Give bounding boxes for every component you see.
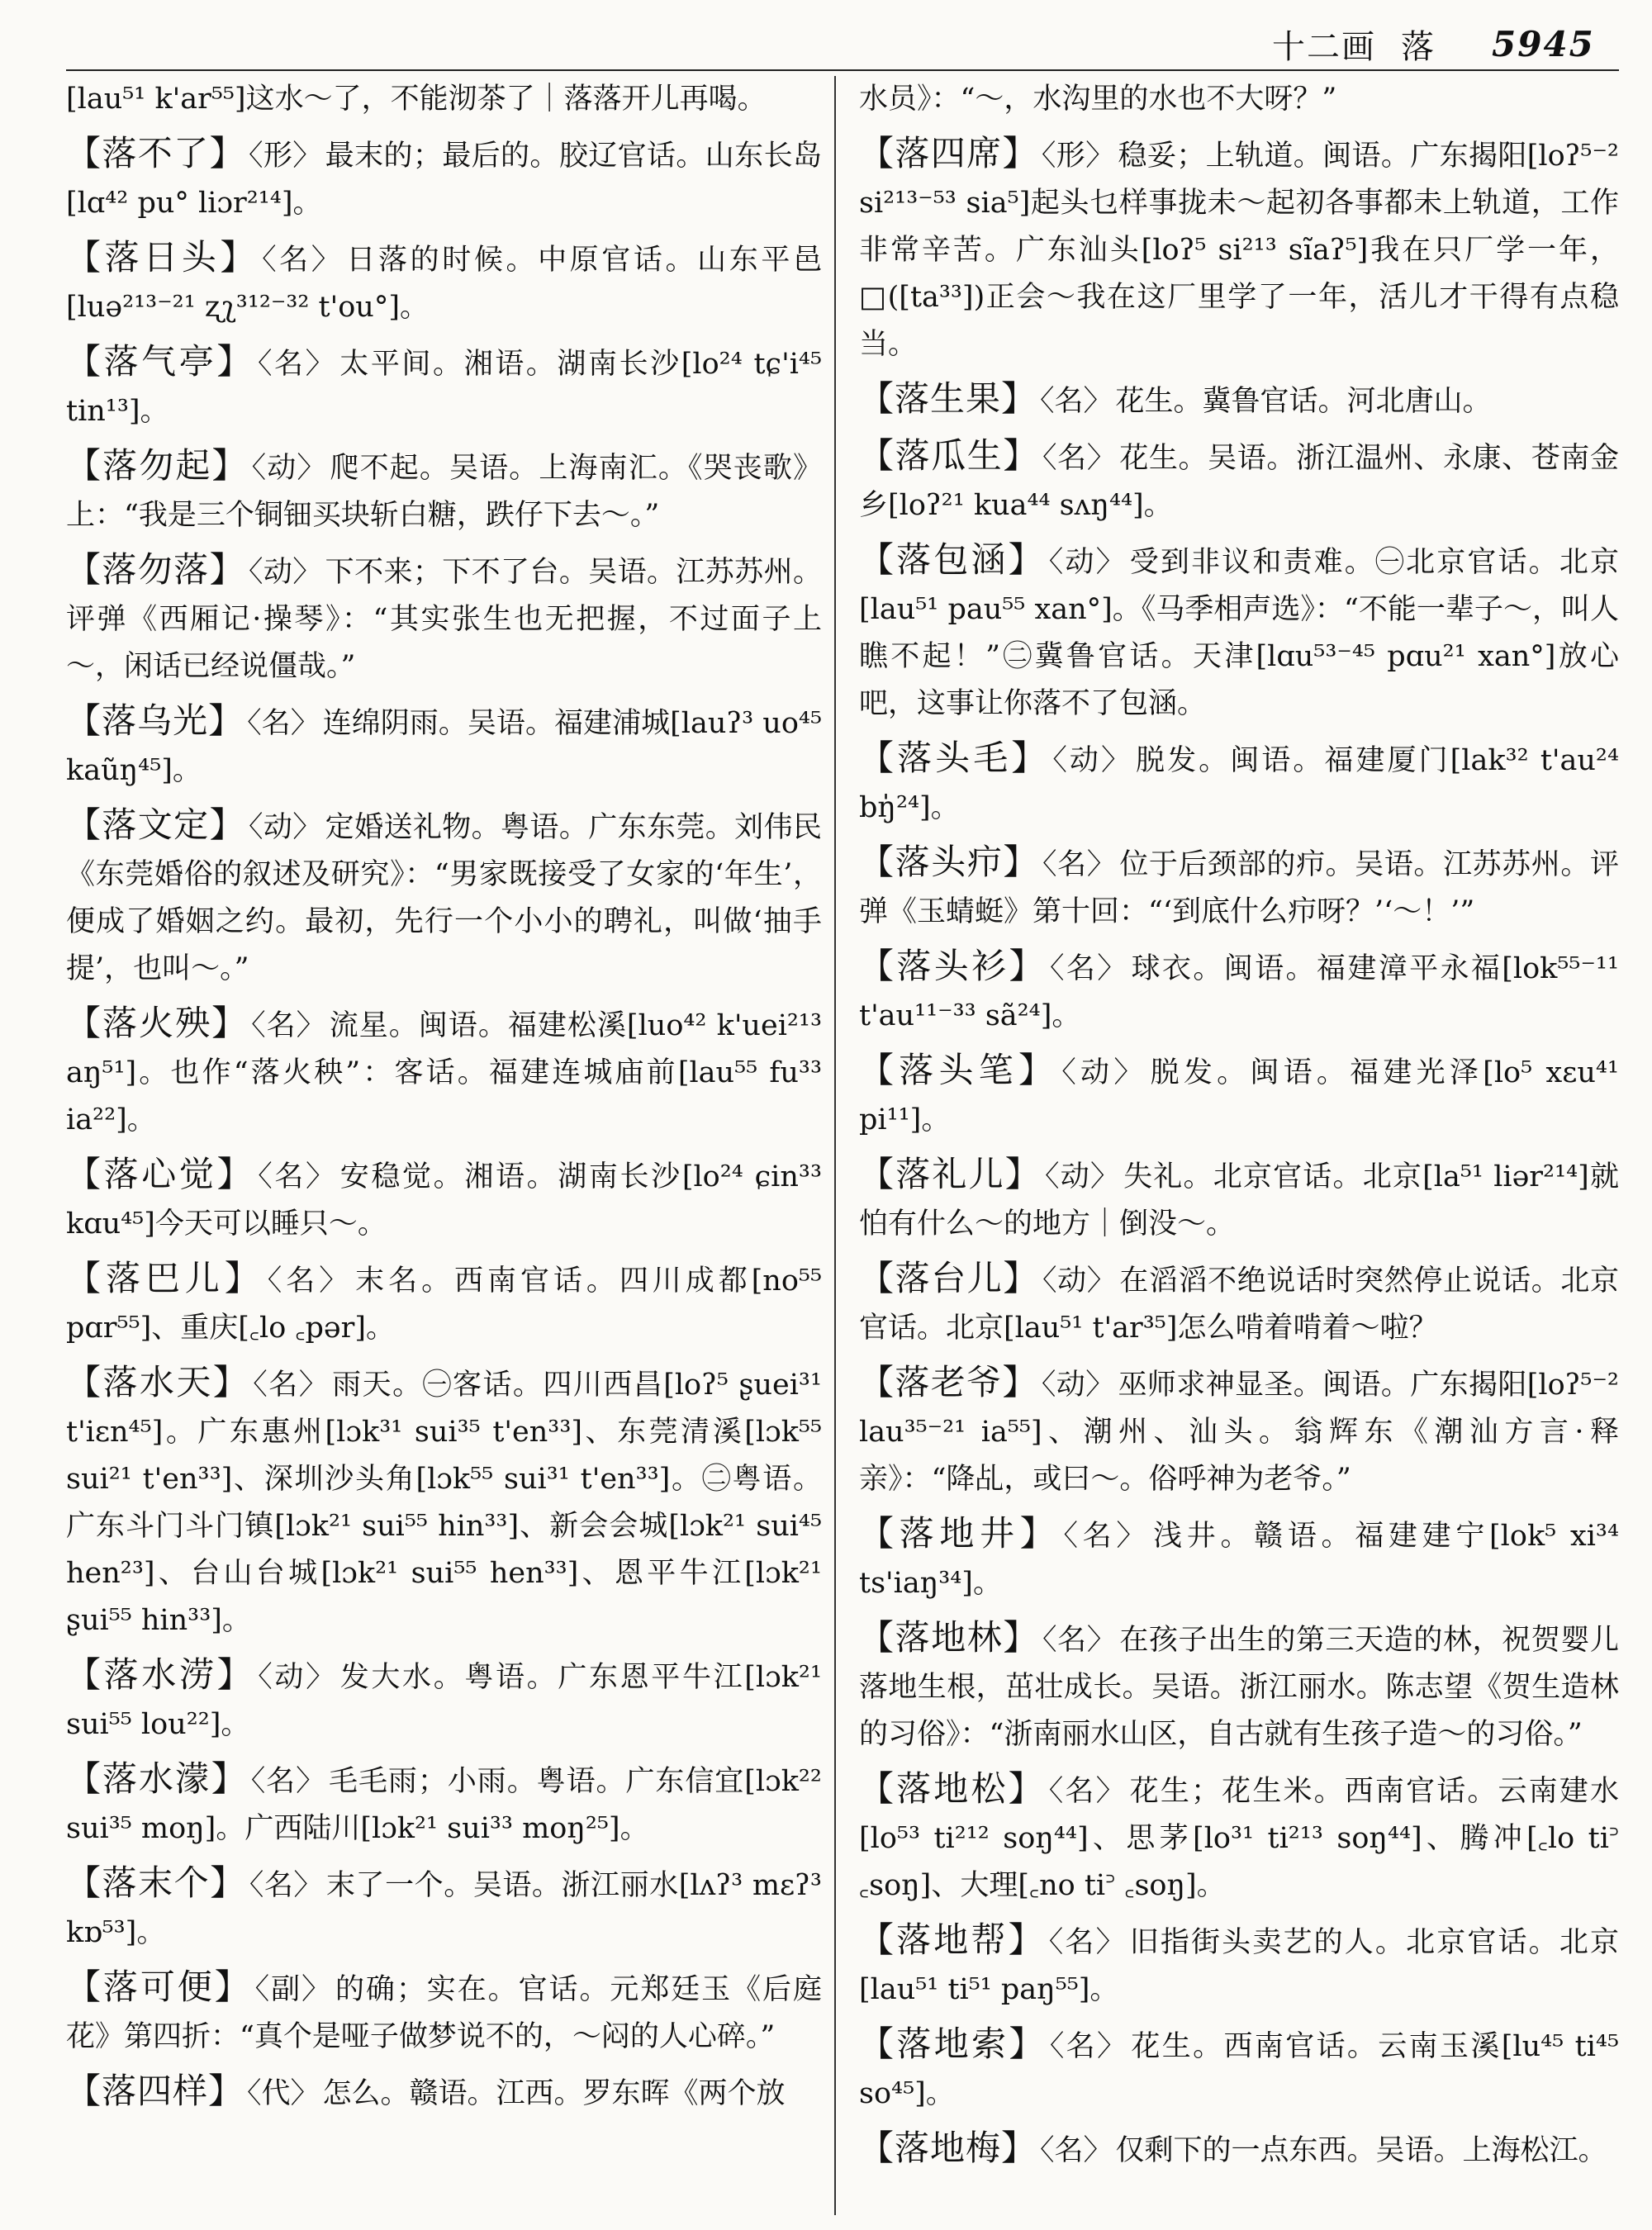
definition-text: 受到非议和责难。㊀北京官话。北京[lau⁵¹ pau⁵⁵ xan°]。《马季相声选》：“不能一辈子～，叫人瞧不起！”㊁冀鲁官话。天津[lɑu⁵³⁻⁴⁵ pɑu²¹ xan°]放心吧，这事让你落不了包涵。 <box>859 546 1619 720</box>
definition-text: 怎么。赣语。江西。罗东晖《两个放 <box>322 2077 786 2110</box>
definition-text: 仅剩下的一点东西。吴语。上海松江。 <box>1115 2134 1607 2167</box>
part-of-speech: 〈动〉 <box>1045 1160 1121 1193</box>
headword: 【落可便】 <box>66 1967 252 2007</box>
headword: 【落瓜生】 <box>859 435 1040 476</box>
dictionary-entry <box>66 338 822 435</box>
definition-text: 安稳觉。湘语。湖南长沙[lo²⁴ ɕin³³ kɑu⁴⁵]今天可以睡只～。 <box>66 1160 822 1241</box>
page-number: 5945 <box>1492 23 1595 64</box>
dictionary-entry <box>859 2124 1619 2175</box>
definition-text: 失礼。北京官话。北京[la⁵¹ liər²¹⁴]就怕有什么～的地方｜倒没～。 <box>859 1160 1619 1241</box>
headword: 【落地梅】 <box>859 2128 1037 2168</box>
part-of-speech: 〈名〉 <box>1042 442 1117 475</box>
part-of-speech: 〈动〉 <box>258 1661 337 1694</box>
headword: 【落日头】 <box>66 237 259 278</box>
headword: 【落水涝】 <box>66 1654 255 1695</box>
part-of-speech: 〈动〉 <box>248 556 322 589</box>
headword: 【落地井】 <box>859 1513 1061 1554</box>
headword: 【落火殃】 <box>66 1003 249 1043</box>
headword: 【落水天】 <box>66 1362 250 1402</box>
definition-text: 发大水。粤语。广东恩平牛江[lɔk²¹ sui⁵⁵ lou²²]。 <box>66 1661 822 1741</box>
dictionary-entry <box>859 1359 1619 1503</box>
dictionary-entry <box>66 697 822 795</box>
definition-text: 的确；实在。官话。元郑廷玉《后庭花》第四折：“真个是哑子做梦说不的，～闷的人心碎。” <box>66 1973 822 2053</box>
headword: 【落头笔】 <box>859 1050 1059 1090</box>
part-of-speech: 〈名〉 <box>1063 1520 1151 1553</box>
entry-continuation <box>859 76 1619 123</box>
part-of-speech: 〈名〉 <box>1042 848 1117 881</box>
dictionary-entry <box>66 1151 822 1248</box>
part-of-speech: 〈动〉 <box>1041 1369 1115 1402</box>
dictionary-entry <box>859 432 1619 529</box>
headword: 【落台儿】 <box>859 1258 1040 1298</box>
definition-text: 脱发。闽语。福建光泽[lo⁵ xɛu⁴¹ pi¹¹]。 <box>859 1056 1619 1136</box>
headword: 【落地索】 <box>859 2024 1047 2064</box>
part-of-speech: 〈名〉 <box>1048 1775 1127 1808</box>
dictionary-entry <box>859 130 1619 368</box>
left-column <box>66 76 822 2124</box>
dictionary-entry <box>66 801 822 993</box>
definition-text: 巫师求神显圣。闽语。广东揭阳[loʔ⁵⁻² lau³⁵⁻²¹ ia⁵⁵]、潮州、汕头。翁辉东《潮汕方言·释亲》：“降乩，或曰～。俗呼神为老爷。” <box>859 1369 1619 1496</box>
dictionary-entry <box>66 1859 822 1957</box>
definition-text: 太平间。湘语。湖南长沙[lo²⁴ tɕ'i⁴⁵ tin¹³]。 <box>66 348 822 428</box>
part-of-speech: 〈名〉 <box>250 1765 326 1798</box>
headword: 【落乌光】 <box>66 700 244 741</box>
dictionary-entry <box>66 999 822 1144</box>
dictionary-entry <box>859 536 1619 728</box>
definition-text: 旧指街头卖艺的人。北京官话。北京[lau⁵¹ ti⁵¹ paŋ⁵⁵]。 <box>859 1926 1619 2006</box>
headword: 【落四样】 <box>66 2071 244 2111</box>
dictionary-entry <box>66 2067 822 2118</box>
part-of-speech: 〈形〉 <box>248 140 322 173</box>
part-of-speech: 〈名〉 <box>1049 952 1128 985</box>
part-of-speech: 〈名〉 <box>251 1009 326 1042</box>
definition-text: 在滔滔不绝说话时突然停止说话。北京官话。北京[lau⁵¹ t'ar³⁵]怎么啃着啃着～啦？ <box>859 1264 1619 1345</box>
definition-text: 末了一个。吴语。浙江丽水[lʌʔ³ mɛʔ³ kɒ⁵³]。 <box>66 1869 822 1949</box>
headword: 【落头毛】 <box>859 738 1050 778</box>
dictionary-entry <box>66 442 822 539</box>
headword: 【落勿落】 <box>66 549 245 590</box>
dictionary-entry <box>66 234 822 331</box>
headword: 【落不了】 <box>66 133 245 173</box>
dictionary-entry <box>859 1151 1619 1248</box>
headword: 【落头疖】 <box>859 842 1040 882</box>
dictionary-entry <box>859 375 1619 425</box>
dictionary-entry <box>859 1046 1619 1144</box>
headword: 【落气亭】 <box>66 341 254 382</box>
headword: 【落头衫】 <box>859 946 1047 986</box>
definition-text: 花生。吴语。浙江温州、永康、苍南金乡[loʔ²¹ kua⁴⁴ sʌŋ⁴⁴]。 <box>859 442 1619 522</box>
part-of-speech: 〈动〉 <box>1048 546 1127 579</box>
dictionary-entry <box>66 1255 822 1352</box>
definition-text: 花生；花生米。西南官话。云南建水[lo⁵³ ti²¹² soŋ⁴⁴]、思茅[lo³¹ ti²¹³ soŋ⁴⁴]、腾冲[꜀lo ti꜄ ꜀soŋ]、大理[꜀no ti꜄ ꜀soŋ]。 <box>859 1775 1619 1902</box>
part-of-speech: 〈形〉 <box>1041 140 1115 173</box>
definition-text: 花生。冀鲁官话。河北唐山。 <box>1115 385 1492 418</box>
part-of-speech: 〈动〉 <box>1042 1264 1117 1298</box>
part-of-speech: 〈名〉 <box>262 244 344 277</box>
definition-text: 雨天。㊀客话。四川西昌[loʔ⁵ ʂuei³¹ t'iɛn⁴⁵]。广东惠州[lɔk³¹ sui³⁵ t'en³³]、东莞清溪[lɔk⁵⁵ sui²¹ t'en³³]、深圳沙头角[lɔk⁵⁵ sui³¹ t'en³³]。㊁粤语。广东斗门斗门镇[lɔk²¹ sui⁵⁵ hin³³]、新会会城[lɔk²¹ sui⁴⁵ hen²³]、台山台城[lɔk²¹ sui⁵⁵ hen³³]、恩平牛江[lɔk²¹ ʂui⁵⁵ hin³³]。 <box>66 1369 822 1637</box>
part-of-speech: 〈名〉 <box>1040 385 1113 418</box>
definition-text: 水员》：“～，水沟里的水也不大呀？” <box>859 83 1337 116</box>
headword: 【落包涵】 <box>859 539 1046 580</box>
headword: 【落四席】 <box>859 133 1038 173</box>
dictionary-entry <box>66 130 822 227</box>
headword: 【落水濛】 <box>66 1758 248 1799</box>
dictionary-entry <box>66 1963 822 2061</box>
part-of-speech: 〈动〉 <box>248 811 322 844</box>
part-of-speech: 〈名〉 <box>258 1160 337 1193</box>
headword: 【落巴儿】 <box>66 1258 264 1298</box>
header-rule <box>66 69 1619 71</box>
right-column <box>859 76 1619 2181</box>
definition-text: 毛毛雨；小雨。粤语。广东信宜[lɔk²² sui³⁵ moŋ]。广西陆川[lɔk²¹ sui³³ moŋ²⁵]。 <box>66 1765 822 1845</box>
column-divider <box>834 76 836 2215</box>
definition-text: 爬不起。吴语。上海南汇。《哭丧歌》上：“我是三个铜钿买块斩白糖，跌仔下去～。” <box>66 452 822 532</box>
dictionary-entry <box>66 1359 822 1644</box>
headword: 【落末个】 <box>66 1862 246 1903</box>
section-label: 十二画 <box>1272 27 1376 66</box>
part-of-speech: 〈动〉 <box>1061 1056 1147 1089</box>
running-header <box>1272 15 1635 73</box>
headword: 【落礼儿】 <box>859 1154 1042 1194</box>
dictionary-entry <box>66 1651 822 1748</box>
definition-text: 脱发。闽语。福建厦门[lak³² t'au²⁴ bŋ̍²⁴]。 <box>859 744 1619 824</box>
definition-text: 花生。西南官话。云南玉溪[lu⁴⁵ ti⁴⁵ so⁴⁵]。 <box>859 2030 1619 2110</box>
definition-text: 位于后颈部的疖。吴语。江苏苏州。评弹《玉蜻蜓》第十回：“‘到底什么疖呀？’‘～！’” <box>859 848 1619 928</box>
headword: 【落心觉】 <box>66 1154 255 1194</box>
part-of-speech: 〈名〉 <box>1049 2030 1128 2063</box>
part-of-speech: 〈名〉 <box>1040 2134 1113 2167</box>
dictionary-entry <box>859 1255 1619 1352</box>
dictionary-entry <box>859 2020 1619 2118</box>
headword: 【落勿起】 <box>66 445 249 486</box>
definition-text: 稳妥；上轨道。闽语。广东揭阳[loʔ⁵⁻² si²¹³⁻⁵³ sia⁵]起头乜样事拢未～起初各事都未上轨道，工作非常辛苦。广东汕头[loʔ⁵ si²¹³ sĩaʔ⁵]我在只厂学一年，□([ta³³])正会～我在这厂里学了一年，活儿才干得有点稳当。 <box>859 140 1619 361</box>
headword: 【落地林】 <box>859 1617 1040 1658</box>
dictionary-entry <box>859 1765 1619 1910</box>
part-of-speech: 〈副〉 <box>254 1973 332 2006</box>
part-of-speech: 〈名〉 <box>249 1869 323 1902</box>
part-of-speech: 〈代〉 <box>247 2077 320 2110</box>
headword: 【落文定】 <box>66 804 245 845</box>
dictionary-entry <box>859 1614 1619 1758</box>
part-of-speech: 〈名〉 <box>267 1264 353 1298</box>
dictionary-entry <box>859 942 1619 1040</box>
definition-text: 流星。闽语。福建松溪[luo⁴² k'uei²¹³ aŋ⁵¹]。也作“落火秧”：客话。福建连城庙前[lau⁵⁵ fu³³ ia²²]。 <box>66 1009 822 1136</box>
definition-text: 连绵阴雨。吴语。福建浦城[lauʔ³ uo⁴⁵ kaũŋ⁴⁵]。 <box>66 707 822 787</box>
dictionary-entry <box>859 838 1619 936</box>
definition-text: 在孩子出生的第三天造的林，祝贺婴儿落地生根，茁壮成长。吴语。浙江丽水。陈志望《贺生造林的习俗》：“浙南丽水山区，自古就有生孩子造～的习俗。” <box>859 1624 1619 1751</box>
headword: 【落生果】 <box>859 378 1037 419</box>
headword: 【落老爷】 <box>859 1362 1038 1402</box>
definition-text: 末名。西南官话。四川成都[no⁵⁵ pɑr⁵⁵]、重庆[꜀lo ꜀pər]。 <box>66 1264 822 1345</box>
entry-continuation <box>66 76 822 123</box>
headword: 【落地帮】 <box>859 1919 1046 1960</box>
header-character: 落 <box>1401 27 1434 66</box>
part-of-speech: 〈名〉 <box>247 707 320 740</box>
part-of-speech: 〈动〉 <box>251 452 327 485</box>
definition-text: 浅井。赣语。福建建宁[lok⁵ xi³⁴ ts'iaŋ³⁴]。 <box>859 1520 1619 1600</box>
headword: 【落地松】 <box>859 1768 1046 1809</box>
part-of-speech: 〈名〉 <box>257 348 337 381</box>
definition-text: 下不来；下不了台。吴语。江苏苏州。评弹《西厢记·操琴》：“其实张生也无把握，不过面子上～，闲话已经说僵哉。” <box>66 556 822 683</box>
part-of-speech: 〈名〉 <box>1042 1624 1117 1657</box>
definition-text: 定婚送礼物。粤语。广东东莞。刘伟民《东莞婚俗的叙述及研究》：“男家既接受了女家的‘年生’，便成了婚姻之约。最初，先行一个小小的聘礼，叫做‘抽手提’，也叫～。” <box>66 811 822 985</box>
part-of-speech: 〈动〉 <box>1052 744 1133 777</box>
definition-text: [lau⁵¹ k'ar⁵⁵]这水～了，不能沏茶了｜落落开儿再喝。 <box>66 83 767 116</box>
definition-text: 球衣。闽语。福建漳平永福[lok⁵⁵⁻¹¹ t'au¹¹⁻³³ sã²⁴]。 <box>859 952 1619 1032</box>
dictionary-entry <box>66 1755 822 1853</box>
part-of-speech: 〈名〉 <box>1048 1926 1127 1959</box>
dictionary-entry <box>66 546 822 690</box>
dictionary-entry <box>859 1916 1619 2014</box>
dictionary-entry <box>859 1510 1619 1607</box>
definition-text: 最末的；最后的。胶辽官话。山东长岛[lɑ⁴² pu° liɔr²¹⁴]。 <box>66 140 822 220</box>
part-of-speech: 〈名〉 <box>253 1369 330 1402</box>
dictionary-entry <box>859 734 1619 832</box>
definition-text: 日落的时候。中原官话。山东平邑[luə²¹³⁻²¹ ʐʅ³¹²⁻³² t'ou°]。 <box>66 244 822 324</box>
